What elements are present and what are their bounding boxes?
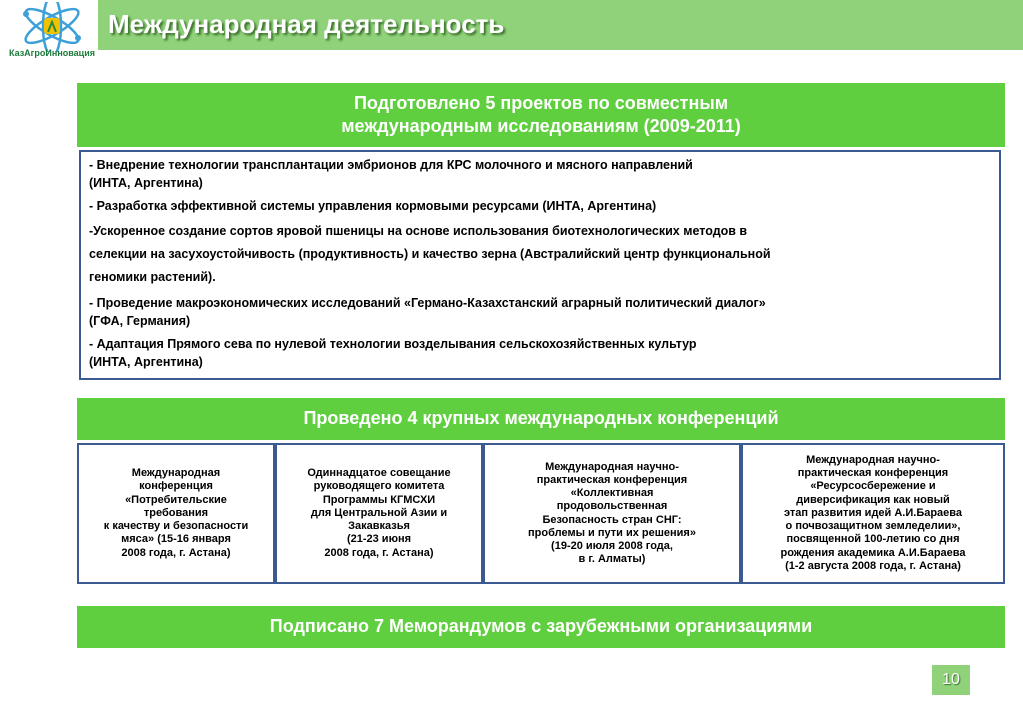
conference-line: посвященной 100-летию со дня: [786, 533, 960, 546]
conference-line: проблемы и пути их решения»: [528, 526, 696, 539]
conference-line: «Потребительские: [125, 493, 227, 506]
conferences-row: [77, 443, 1005, 584]
conference-card: [275, 443, 483, 584]
conference-line: мяса» (15-16 января: [121, 533, 231, 546]
conference-line: «Коллективная: [570, 487, 654, 500]
conference-line: диверсификация как новый: [796, 493, 950, 506]
project-item: [89, 197, 991, 215]
conference-line: Международная: [131, 467, 221, 480]
conference-line: к качеству и безопасности: [103, 520, 249, 533]
conference-line: о почвозащитном земледелии»,: [785, 520, 961, 533]
projects-list: [79, 150, 1001, 380]
conference-line: 2008 года, г. Астана): [324, 546, 434, 559]
atom-logo-icon: [6, 2, 98, 52]
page-number: 10: [932, 665, 970, 695]
conference-card: [741, 443, 1005, 584]
logo-text: КазАгроИнновация: [8, 48, 95, 58]
conference-line: практическая конференция: [797, 467, 949, 480]
conference-line: Международная научно-: [806, 454, 940, 467]
project-item: [89, 220, 991, 289]
project-item-line: селекции на засухоустойчивость (продуктивность) и качество зерна (Австралийский центр функциональной: [89, 247, 771, 261]
projects-heading-line2: международным исследованиям (2009-2011): [341, 116, 741, 136]
conference-line: Закавказья: [348, 520, 410, 533]
conference-line: (1-2 августа 2008 года, г. Астана): [785, 559, 961, 572]
project-item-line: - Разработка эффективной системы управления кормовыми ресурсами (ИНТА, Аргентина): [89, 199, 657, 213]
projects-heading-line1: Подготовлено 5 проектов по совместным: [353, 92, 729, 113]
conference-line: Международная научно-: [545, 460, 679, 473]
conference-line: 2008 года, г. Астана): [121, 546, 231, 559]
conference-card: [77, 443, 275, 584]
project-item: [89, 156, 991, 192]
conference-line: «Ресурсосбережение и: [810, 480, 936, 493]
project-item-line: - Внедрение технологии трансплантации эмбрионов для КРС молочного и мясного направлений: [89, 158, 693, 172]
conference-line: требования: [143, 506, 209, 519]
project-item-line: геномики растений).: [89, 270, 216, 284]
project-item-line: (ИНТА, Аргентина): [89, 176, 203, 190]
conference-line: Одиннадцатое совещание: [307, 467, 451, 480]
conference-line: в г. Алматы): [578, 553, 646, 566]
project-item-line: - Адаптация Прямого сева по нулевой технологии возделывания сельскохозяйственных культур: [89, 337, 697, 351]
conference-line: конференция: [139, 480, 213, 493]
memoranda-heading-text: Подписано 7 Меморандумов с зарубежными организациями: [269, 616, 813, 637]
conference-line: (19-20 июля 2008 года,: [551, 539, 673, 552]
conference-card: [483, 443, 741, 584]
conference-line: продовольственная: [556, 500, 668, 513]
project-item-line: (ИНТА, Аргентина): [89, 355, 203, 369]
project-item: [89, 294, 991, 330]
conference-line: руководящего комитета: [313, 480, 445, 493]
conference-line: рождения академика А.И.Бараева: [780, 546, 966, 559]
project-item: [89, 335, 991, 371]
conference-line: Безопасность стран СНГ:: [542, 513, 682, 526]
projects-heading: [77, 83, 1005, 147]
conferences-heading: [77, 398, 1005, 440]
conference-line: для Центральной Азии и: [310, 506, 448, 519]
project-item-line: (ГФА, Германия): [89, 314, 191, 328]
project-item-line: - Проведение макроэкономических исследований «Германо-Казахстанский аграрный политический диалог»: [89, 296, 766, 310]
title-bar: [98, 0, 1023, 50]
conference-line: практическая конференция: [536, 473, 688, 486]
conferences-heading-text: Проведено 4 крупных международных конференций: [303, 408, 779, 429]
conference-line: Программы КГМСХИ: [322, 493, 436, 506]
conference-line: (21-23 июня: [346, 533, 412, 546]
memoranda-heading: [77, 606, 1005, 648]
project-item-line: -Ускоренное создание сортов яровой пшеницы на основе использования биотехнологических методов в: [89, 224, 748, 238]
page-title: Международная деятельность: [108, 9, 505, 39]
conference-line: этап развития идей А.И.Бараева: [783, 506, 963, 519]
